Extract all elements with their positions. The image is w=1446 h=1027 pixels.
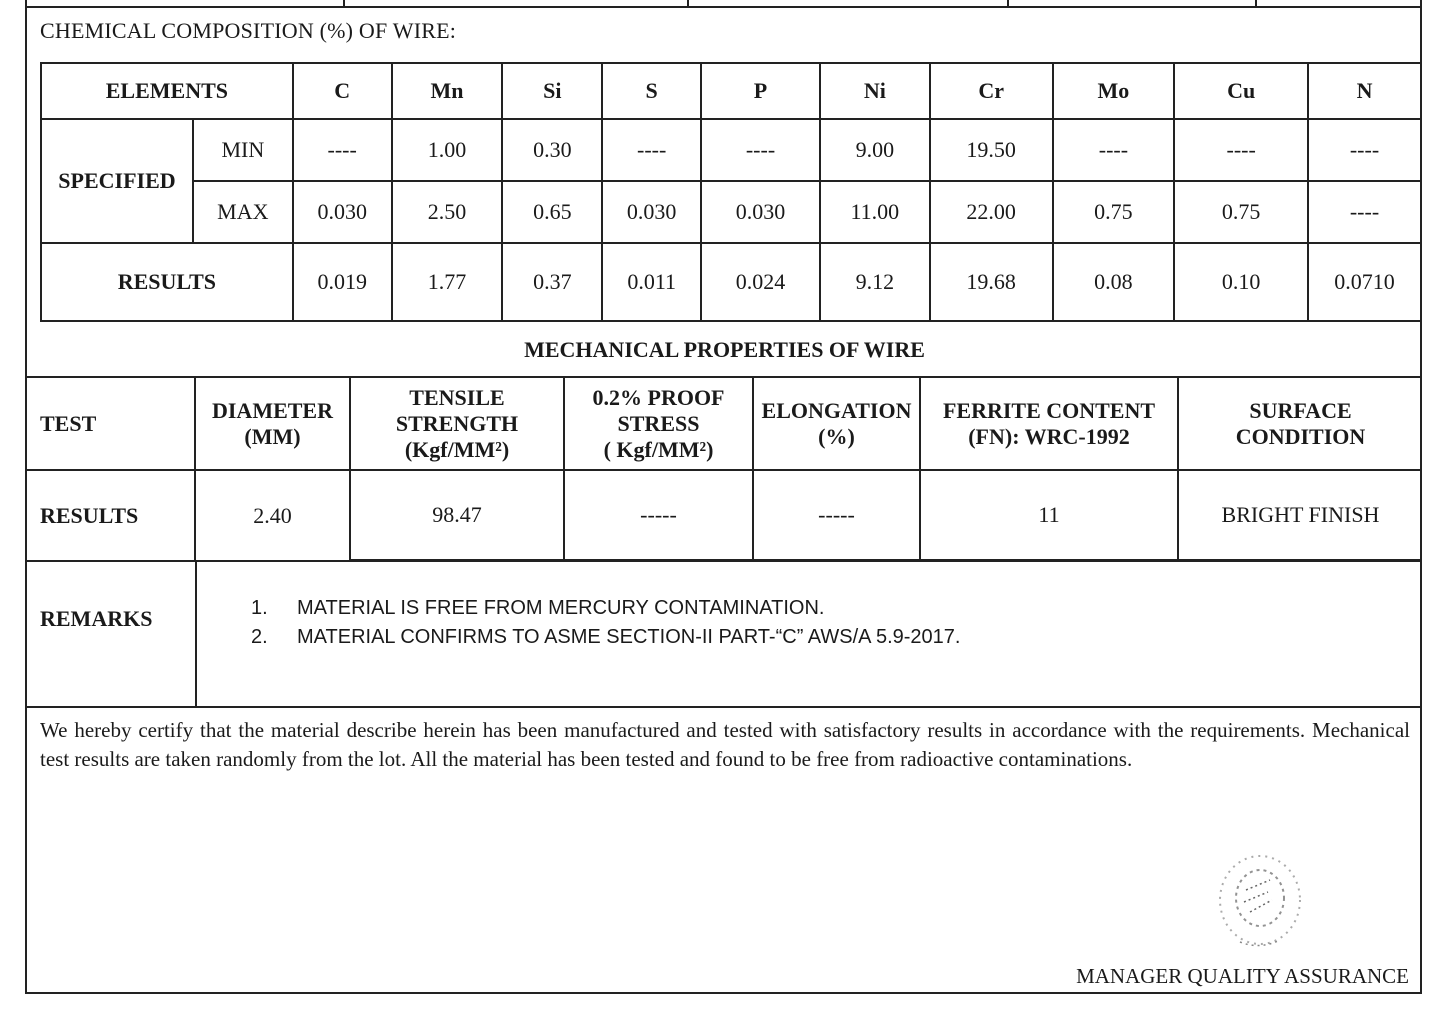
header-line: (%) [818,423,855,449]
header-line: (MM) [244,423,301,449]
header-line: ( Kgf/MM²) [603,436,714,462]
max-value: 0.65 [502,181,602,243]
chemical-composition-title: CHEMICAL COMPOSITION (%) OF WIRE: [40,18,457,43]
min-value: 0.30 [502,119,602,181]
results-label: RESULTS [41,243,293,321]
proof-stress-header [564,378,753,470]
result-value: 1.77 [392,243,503,321]
header-line: STRESS [617,410,700,436]
element-header: Si [502,63,602,119]
remark-number: 1. [251,597,268,619]
specified-max-row [41,181,1421,243]
min-value: ---- [1053,119,1175,181]
element-header: Cu [1174,63,1308,119]
max-value: 22.00 [930,181,1053,243]
header-line: (FN): WRC-1992 [968,423,1130,449]
result-value: 9.12 [820,243,930,321]
mechanical-header-row [27,378,1422,470]
elements-label: ELEMENTS [41,63,293,119]
element-header: Cr [930,63,1053,119]
remarks-label: REMARKS [40,606,153,631]
elongation-value: ----- [753,470,920,560]
element-header: Ni [820,63,930,119]
mechanical-properties-table [27,378,1422,561]
min-value: 1.00 [392,119,503,181]
min-value: 9.00 [820,119,930,181]
result-value: 0.08 [1053,243,1175,321]
result-value: 0.019 [293,243,392,321]
min-value: ---- [1308,119,1421,181]
remarks-section [27,560,1422,708]
element-header: Mn [392,63,503,119]
min-value: ---- [602,119,701,181]
header-line: CONDITION [1235,423,1366,449]
remark-text: MATERIAL CONFIRMS TO ASME SECTION-II PART-“C” AWS/A 5.9-2017. [297,626,961,648]
surface-condition-header [1178,378,1422,470]
max-value: ---- [1308,181,1421,243]
element-header: S [602,63,701,119]
min-value: ---- [701,119,820,181]
element-header: N [1308,63,1421,119]
remark-text: MATERIAL IS FREE FROM MERCURY CONTAMINATION. [297,597,825,619]
ferrite-content-header [920,378,1178,470]
remark-item [251,623,960,652]
specified-min-row [41,119,1421,181]
mechanical-properties-title: MECHANICAL PROPERTIES OF WIRE [27,322,1422,378]
company-stamp [1210,850,1306,954]
max-value: 11.00 [820,181,930,243]
header-line: SURFACE [1249,397,1352,423]
tensile-strength-value: 98.47 [350,470,564,560]
element-header: Mo [1053,63,1175,119]
top-rule [25,0,1422,8]
certification-statement: We hereby certify that the material describe herein has been manufactured and tested with satisfactory results in accordance with the requirements. Mechanical test results are taken randomly from the lot. All the material has been tested and found to be free from radioactive contaminations. [40,718,1410,771]
min-label: MIN [193,119,293,181]
tensile-strength-header [350,378,564,470]
header-line: TENSILE [409,384,505,410]
signatory-title: MANAGER QUALITY ASSURANCE [1076,964,1409,988]
result-value: 0.024 [701,243,820,321]
elements-row [41,63,1421,119]
result-value: 0.0710 [1308,243,1421,321]
specified-label: SPECIFIED [41,119,193,243]
min-value: ---- [293,119,392,181]
elongation-header [753,378,920,470]
remark-number: 2. [251,626,268,648]
results-label: RESULTS [27,470,195,560]
header-line: FERRITE CONTENT [942,397,1156,423]
min-value: 19.50 [930,119,1053,181]
result-value: 0.011 [602,243,701,321]
test-label: TEST [27,378,195,470]
remark-item [251,594,960,623]
remarks-list [251,594,960,652]
max-value: 0.75 [1053,181,1175,243]
header-line: ELONGATION [761,397,912,423]
max-value: 0.030 [602,181,701,243]
surface-condition-value: BRIGHT FINISH [1178,470,1422,560]
header-line: DIAMETER [211,397,333,423]
result-value: 19.68 [930,243,1053,321]
result-value: 0.10 [1174,243,1308,321]
max-value: 0.030 [701,181,820,243]
mechanical-results-row [27,470,1422,560]
element-header: P [701,63,820,119]
element-header: C [293,63,392,119]
max-value: 2.50 [392,181,503,243]
max-value: 0.030 [293,181,392,243]
chemical-results-row [41,243,1421,321]
min-value: ---- [1174,119,1308,181]
ferrite-content-value: 11 [920,470,1178,560]
max-label: MAX [193,181,293,243]
header-line: (Kgf/MM²) [404,436,510,462]
chemical-composition-table [40,62,1422,322]
proof-stress-value: ----- [564,470,753,560]
result-value: 0.37 [502,243,602,321]
max-value: 0.75 [1174,181,1308,243]
header-line: STRENGTH [395,410,519,436]
header-line: 0.2% PROOF [592,384,725,410]
remarks-divider [195,562,197,708]
diameter-header [195,378,350,470]
diameter-value: 2.40 [195,470,350,560]
